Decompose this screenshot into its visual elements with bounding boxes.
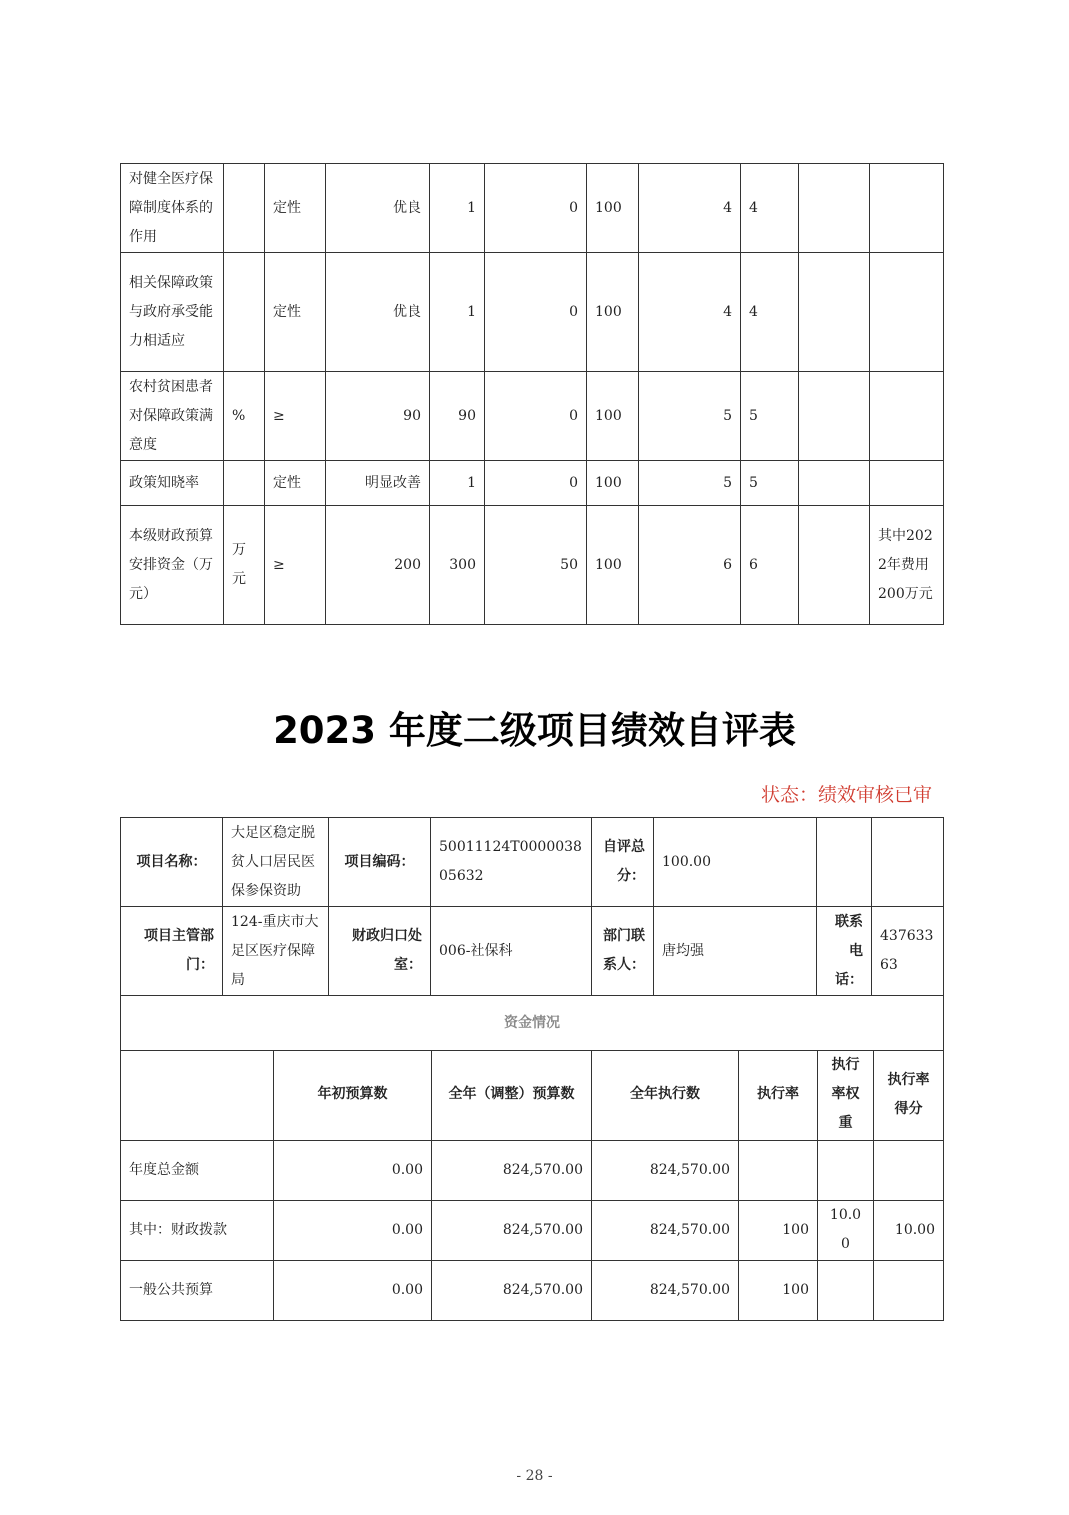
indicator-target: 优良 bbox=[326, 164, 430, 253]
indicator-c5: 1 bbox=[430, 461, 485, 506]
funds-initial: 0.00 bbox=[274, 1200, 432, 1260]
indicator-c9: 4 bbox=[741, 253, 799, 372]
dept: 124-重庆市大足区医疗保障局 bbox=[223, 907, 329, 996]
indicator-unit: 万元 bbox=[224, 506, 265, 625]
indicator-unit: % bbox=[224, 372, 265, 461]
table-row bbox=[121, 372, 944, 461]
funds-rate: 100 bbox=[739, 1260, 818, 1320]
phone: 43763363 bbox=[872, 907, 944, 996]
funds-label: 其中：财政拨款 bbox=[121, 1200, 274, 1260]
project-info-table bbox=[120, 817, 944, 1051]
indicator-c9: 6 bbox=[741, 506, 799, 625]
dept-label: 项目主管部门： bbox=[121, 907, 223, 996]
indicator-c5: 90 bbox=[430, 372, 485, 461]
empty-cell bbox=[872, 818, 944, 907]
indicator-target: 优良 bbox=[326, 253, 430, 372]
self-score-label: 自评总分： bbox=[592, 818, 654, 907]
indicator-op: 定性 bbox=[265, 253, 326, 372]
funds-weight: 10.00 bbox=[818, 1200, 874, 1260]
indicator-c8: 5 bbox=[639, 372, 741, 461]
indicator-c10 bbox=[799, 461, 870, 506]
funds-initial: 0.00 bbox=[274, 1260, 432, 1320]
indicator-note: 其中2022年费用200万元 bbox=[870, 506, 944, 625]
indicator-op: 定性 bbox=[265, 164, 326, 253]
indicator-c7: 100 bbox=[587, 164, 639, 253]
funds-section-header: 资金情况 bbox=[121, 996, 944, 1051]
indicator-c7: 100 bbox=[587, 253, 639, 372]
funds-header-cell: 执行率 bbox=[739, 1050, 818, 1140]
indicator-op: 定性 bbox=[265, 461, 326, 506]
funds-adjusted: 824,570.00 bbox=[432, 1260, 592, 1320]
indicator-c5: 1 bbox=[430, 253, 485, 372]
funds-score bbox=[874, 1140, 944, 1200]
funds-executed: 824,570.00 bbox=[592, 1260, 739, 1320]
indicator-c6: 0 bbox=[485, 253, 587, 372]
funds-executed: 824,570.00 bbox=[592, 1140, 739, 1200]
indicator-target: 200 bbox=[326, 506, 430, 625]
funds-adjusted: 824,570.00 bbox=[432, 1200, 592, 1260]
indicator-c10 bbox=[799, 372, 870, 461]
funds-score bbox=[874, 1260, 944, 1320]
indicator-c10 bbox=[799, 164, 870, 253]
indicator-c7: 100 bbox=[587, 461, 639, 506]
funds-header-cell: 年初预算数 bbox=[274, 1050, 432, 1140]
indicator-note bbox=[870, 164, 944, 253]
indicator-c7: 100 bbox=[587, 372, 639, 461]
table-row bbox=[121, 1140, 944, 1200]
indicator-c6: 0 bbox=[485, 461, 587, 506]
indicator-name: 本级财政预算安排资金（万元） bbox=[121, 506, 224, 625]
project-name-label: 项目名称： bbox=[121, 818, 223, 907]
table-row bbox=[121, 461, 944, 506]
status-text: 状态：绩效审核已审 bbox=[760, 784, 932, 806]
indicator-target: 明显改善 bbox=[326, 461, 430, 506]
indicator-c6: 0 bbox=[485, 164, 587, 253]
funds-weight bbox=[818, 1260, 874, 1320]
indicator-c5: 1 bbox=[430, 164, 485, 253]
page-title: 2023 年度二级项目绩效自评表 bbox=[273, 709, 796, 752]
self-score: 100.00 bbox=[654, 818, 817, 907]
finance-label: 财政归口处室： bbox=[329, 907, 431, 996]
indicator-c7: 100 bbox=[587, 506, 639, 625]
phone-label: 联系电话： bbox=[817, 907, 872, 996]
funds-executed: 824,570.00 bbox=[592, 1200, 739, 1260]
table-row bbox=[121, 1200, 944, 1260]
funds-label: 年度总金额 bbox=[121, 1140, 274, 1200]
indicator-c10 bbox=[799, 253, 870, 372]
project-name: 大足区稳定脱贫人口居民医保参保资助 bbox=[223, 818, 329, 907]
funds-label: 一般公共预算 bbox=[121, 1260, 274, 1320]
indicator-target: 90 bbox=[326, 372, 430, 461]
indicator-c8: 4 bbox=[639, 253, 741, 372]
indicator-c8: 6 bbox=[639, 506, 741, 625]
funds-header-cell: 执行率得分 bbox=[874, 1050, 944, 1140]
indicator-c8: 4 bbox=[639, 164, 741, 253]
indicator-c9: 5 bbox=[741, 461, 799, 506]
indicator-unit bbox=[224, 253, 265, 372]
indicator-unit bbox=[224, 461, 265, 506]
indicator-note bbox=[870, 372, 944, 461]
indicator-c6: 50 bbox=[485, 506, 587, 625]
indicator-c6: 0 bbox=[485, 372, 587, 461]
table-row bbox=[121, 164, 944, 253]
finance: 006-社保科 bbox=[431, 907, 592, 996]
page-number: - 28 - bbox=[516, 1468, 553, 1484]
indicator-note bbox=[870, 253, 944, 372]
indicator-op: ≥ bbox=[265, 506, 326, 625]
indicator-name: 相关保障政策与政府承受能力相适应 bbox=[121, 253, 224, 372]
funds-adjusted: 824,570.00 bbox=[432, 1140, 592, 1200]
indicator-note bbox=[870, 461, 944, 506]
funds-initial: 0.00 bbox=[274, 1140, 432, 1200]
funds-header-row bbox=[121, 1050, 944, 1140]
funds-header-cell: 全年（调整）预算数 bbox=[432, 1050, 592, 1140]
indicator-table bbox=[120, 163, 944, 625]
contact: 唐均强 bbox=[654, 907, 817, 996]
indicator-c5: 300 bbox=[430, 506, 485, 625]
funds-rate: 100 bbox=[739, 1200, 818, 1260]
table-row bbox=[121, 506, 944, 625]
indicator-c9: 5 bbox=[741, 372, 799, 461]
funds-weight bbox=[818, 1140, 874, 1200]
table-row bbox=[121, 1260, 944, 1320]
empty-cell bbox=[817, 818, 872, 907]
indicator-unit bbox=[224, 164, 265, 253]
funds-score: 10.00 bbox=[874, 1200, 944, 1260]
indicator-c8: 5 bbox=[639, 461, 741, 506]
indicator-c9: 4 bbox=[741, 164, 799, 253]
funds-rate bbox=[739, 1140, 818, 1200]
funds-header-cell: 全年执行数 bbox=[592, 1050, 739, 1140]
funds-header-cell: 执行率权重 bbox=[818, 1050, 874, 1140]
contact-label: 部门联系人： bbox=[592, 907, 654, 996]
table-row bbox=[121, 253, 944, 372]
project-code: 50011124T000003805632 bbox=[431, 818, 592, 907]
indicator-name: 农村贫困患者对保障政策满意度 bbox=[121, 372, 224, 461]
indicator-c10 bbox=[799, 506, 870, 625]
funds-table bbox=[120, 1050, 944, 1321]
funds-header-cell bbox=[121, 1050, 274, 1140]
indicator-name: 对健全医疗保障制度体系的作用 bbox=[121, 164, 224, 253]
indicator-name: 政策知晓率 bbox=[121, 461, 224, 506]
project-code-label: 项目编码： bbox=[329, 818, 431, 907]
indicator-op: ≥ bbox=[265, 372, 326, 461]
